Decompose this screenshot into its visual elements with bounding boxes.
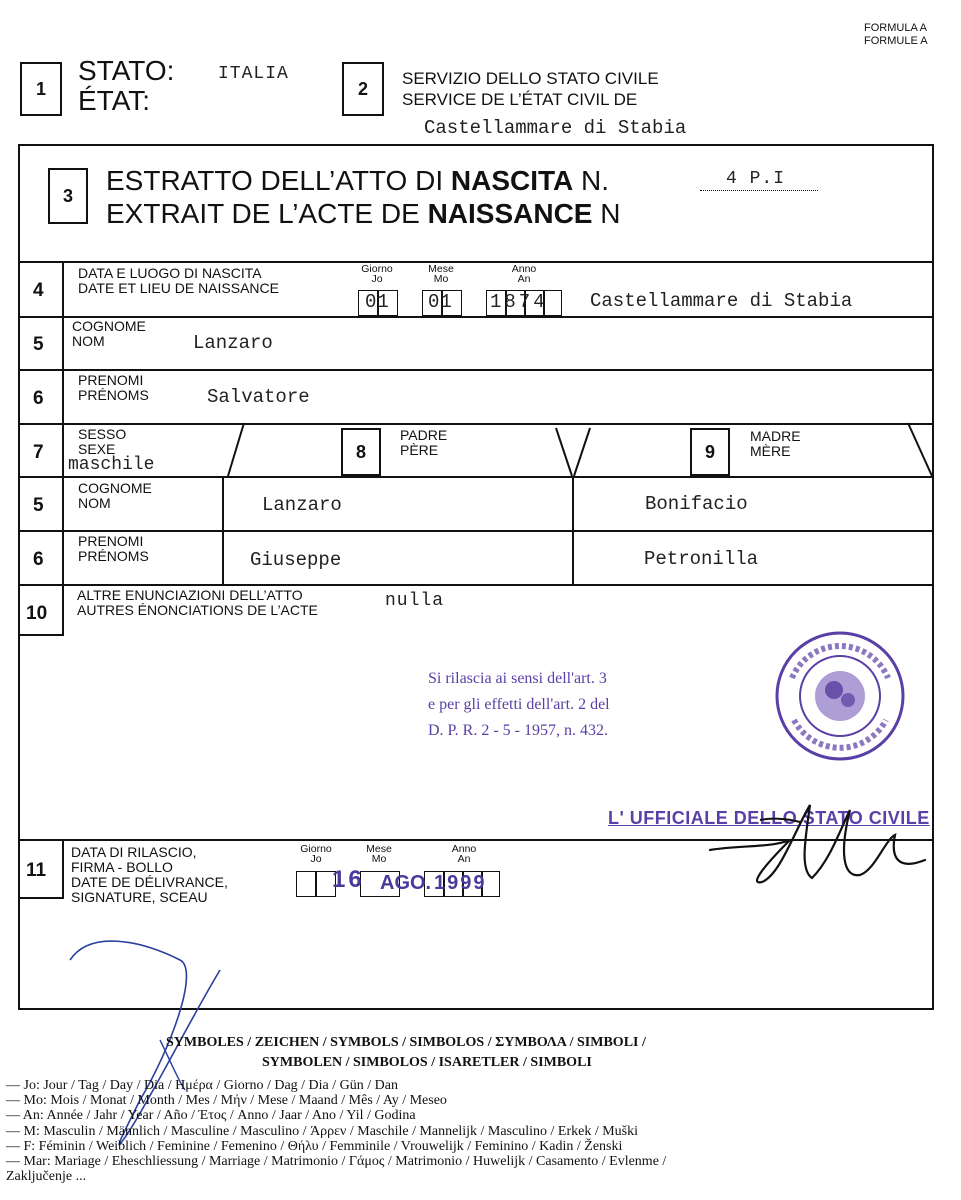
mother-surname: Bonifacio (645, 493, 748, 515)
civil-service-value: Castellammare di Stabia (424, 117, 687, 139)
box-3-number: 3 (48, 168, 88, 224)
symbols-title-1: SYMBOLES / ZEICHEN / SYMBOLS / SIMBOLOS / ΣΥΜΒΟΛΑ / SIMBOLI / (166, 1035, 646, 1050)
digit-separator (315, 871, 317, 897)
symbol-month: — Mo: Mois / Monat / Month / Mes / Μήν / Mese / Maand / Mês / Ay / Meseo (6, 1093, 447, 1108)
symbol-day: — Jo: Jour / Tag / Day / Dia / Ημέρα / Giorno / Dag / Dia / Gün / Dan (6, 1078, 398, 1093)
given-names-value: Salvatore (207, 386, 310, 408)
stato-label: STATO: (78, 55, 175, 86)
row-7-number: 7 (33, 442, 44, 463)
legal-stamp-text: Si rilascia ai sensi dell'art. 3 e per gli effetti dell'art. 2 del D. P. R. 2 - 5 - 1957, n. 432. (428, 670, 610, 739)
formula-it: FORMULA A (864, 22, 927, 34)
father-given-name: Giuseppe (250, 549, 342, 571)
symbol-male: — M: Masculin / Männlich / Masculine / Masculino / Άρρεν / Maschile / Mannelijk / Masculino / Erkek / Muški (6, 1124, 638, 1139)
civil-officer-title: L' UFFICIALE DELLO STATO CIVILE (608, 808, 930, 828)
father-diagonal-left (556, 428, 572, 476)
etat-label: ÉTAT: (78, 85, 151, 116)
symbol-marriage: — Mar: Mariage / Eheschliessung / Marriage / Matrimonio / Γάμος / Matrimonio / Huwelijk / Casamento / Evlenme / (6, 1154, 667, 1169)
civil-service-it: SERVIZIO DELLO STATO CIVILE (402, 69, 659, 88)
father-diagonal-right (574, 428, 590, 476)
officer-signature (700, 790, 940, 900)
parent-given-label: PRENOMI PRÉNOMS (78, 533, 149, 564)
given-names-label: PRENOMI PRÉNOMS (78, 372, 149, 403)
other-statements-label: ALTRE ENUNCIAZIONI DELL’ATTO AUTRES ÉNONCIATIONS DE L’ACTE (77, 587, 318, 618)
delivery-month: AGO. (380, 872, 432, 894)
father-surname: Lanzaro (262, 494, 342, 516)
box-2-number: 2 (342, 62, 384, 116)
row-5-number: 5 (33, 334, 44, 355)
delivery-label: DATA DI RILASCIO, FIRMA - BOLLO DATE DE DÉLIVRANCE, SIGNATURE, SCEAU (71, 844, 228, 905)
mother-diagonal-line (908, 423, 932, 476)
month-header: Mese Mo (428, 263, 454, 285)
sex-label: SESSO SEXE (78, 426, 127, 457)
day-header: Giorno Jo (361, 263, 393, 285)
birth-month: 01 (428, 291, 453, 313)
sex-value: maschile (68, 455, 155, 475)
surname-value: Lanzaro (193, 332, 273, 354)
symbol-year: — An: Année / Jahr / Year / Año / Έτος / Anno / Jaar / Ano / Yil / Godina (6, 1108, 416, 1123)
symbol-marriage-cont: Zaključenje ... (6, 1169, 87, 1184)
formula-fr: FORMULE A (864, 35, 928, 47)
box-1-number: 1 (20, 62, 62, 116)
row-5b-number: 5 (33, 495, 44, 516)
other-statements-value: nulla (385, 591, 445, 611)
sex-diagonal-line (228, 423, 244, 476)
birth-date-place-label: DATA E LUOGO DI NASCITA DATE ET LIEU DE NAISSANCE (78, 265, 279, 296)
mother-label: MADRE MÈRE (750, 428, 801, 459)
symbols-title-2: SYMBOLEN / SIMBOLOS / ISARETLER / SIMBOLI (262, 1055, 592, 1070)
surname-label: COGNOME NOM (72, 318, 146, 349)
delivery-day: 16 (332, 866, 365, 893)
row-11-number: 11 (26, 860, 47, 881)
birth-place: Castellammare di Stabia (590, 290, 853, 312)
delivery-month-header: Mese Mo (366, 843, 392, 865)
delivery-year: 1999 (434, 872, 487, 894)
row-6-number: 6 (33, 388, 44, 409)
mother-given-name: Petronilla (644, 548, 759, 570)
birth-year: 1874 (490, 291, 548, 313)
parent-surname-label: COGNOME NOM (78, 480, 152, 511)
year-header: Anno An (511, 263, 537, 285)
act-number: 4 P.I (726, 169, 786, 189)
box-8-number: 8 (341, 428, 381, 476)
box-9-number: 9 (690, 428, 730, 476)
title-line-fr: EXTRAIT DE L’ACTE DE NAISSANCE N (106, 198, 621, 229)
state-value: ITALIA (218, 64, 289, 84)
row-4-number: 4 (33, 280, 44, 301)
delivery-day-header: Giorno Jo (300, 843, 332, 865)
delivery-year-header: Anno An (451, 843, 477, 865)
row-10-number: 10 (26, 603, 48, 624)
birth-day: 01 (365, 291, 390, 313)
row-6b-number: 6 (33, 549, 44, 570)
symbol-female: — F: Féminin / Weiblich / Feminine / Femenino / Θήλυ / Femminile / Vrouwelijk / Feminino / Kadin / Ženski (6, 1139, 623, 1154)
father-label: PADRE PÈRE (400, 427, 448, 458)
civil-service-fr: SERVICE DE L’ÉTAT CIVIL DE (402, 90, 638, 109)
title-line-it: ESTRATTO DELL’ATTO DI NASCITA N. (106, 165, 610, 196)
municipal-seal-icon (772, 628, 908, 764)
